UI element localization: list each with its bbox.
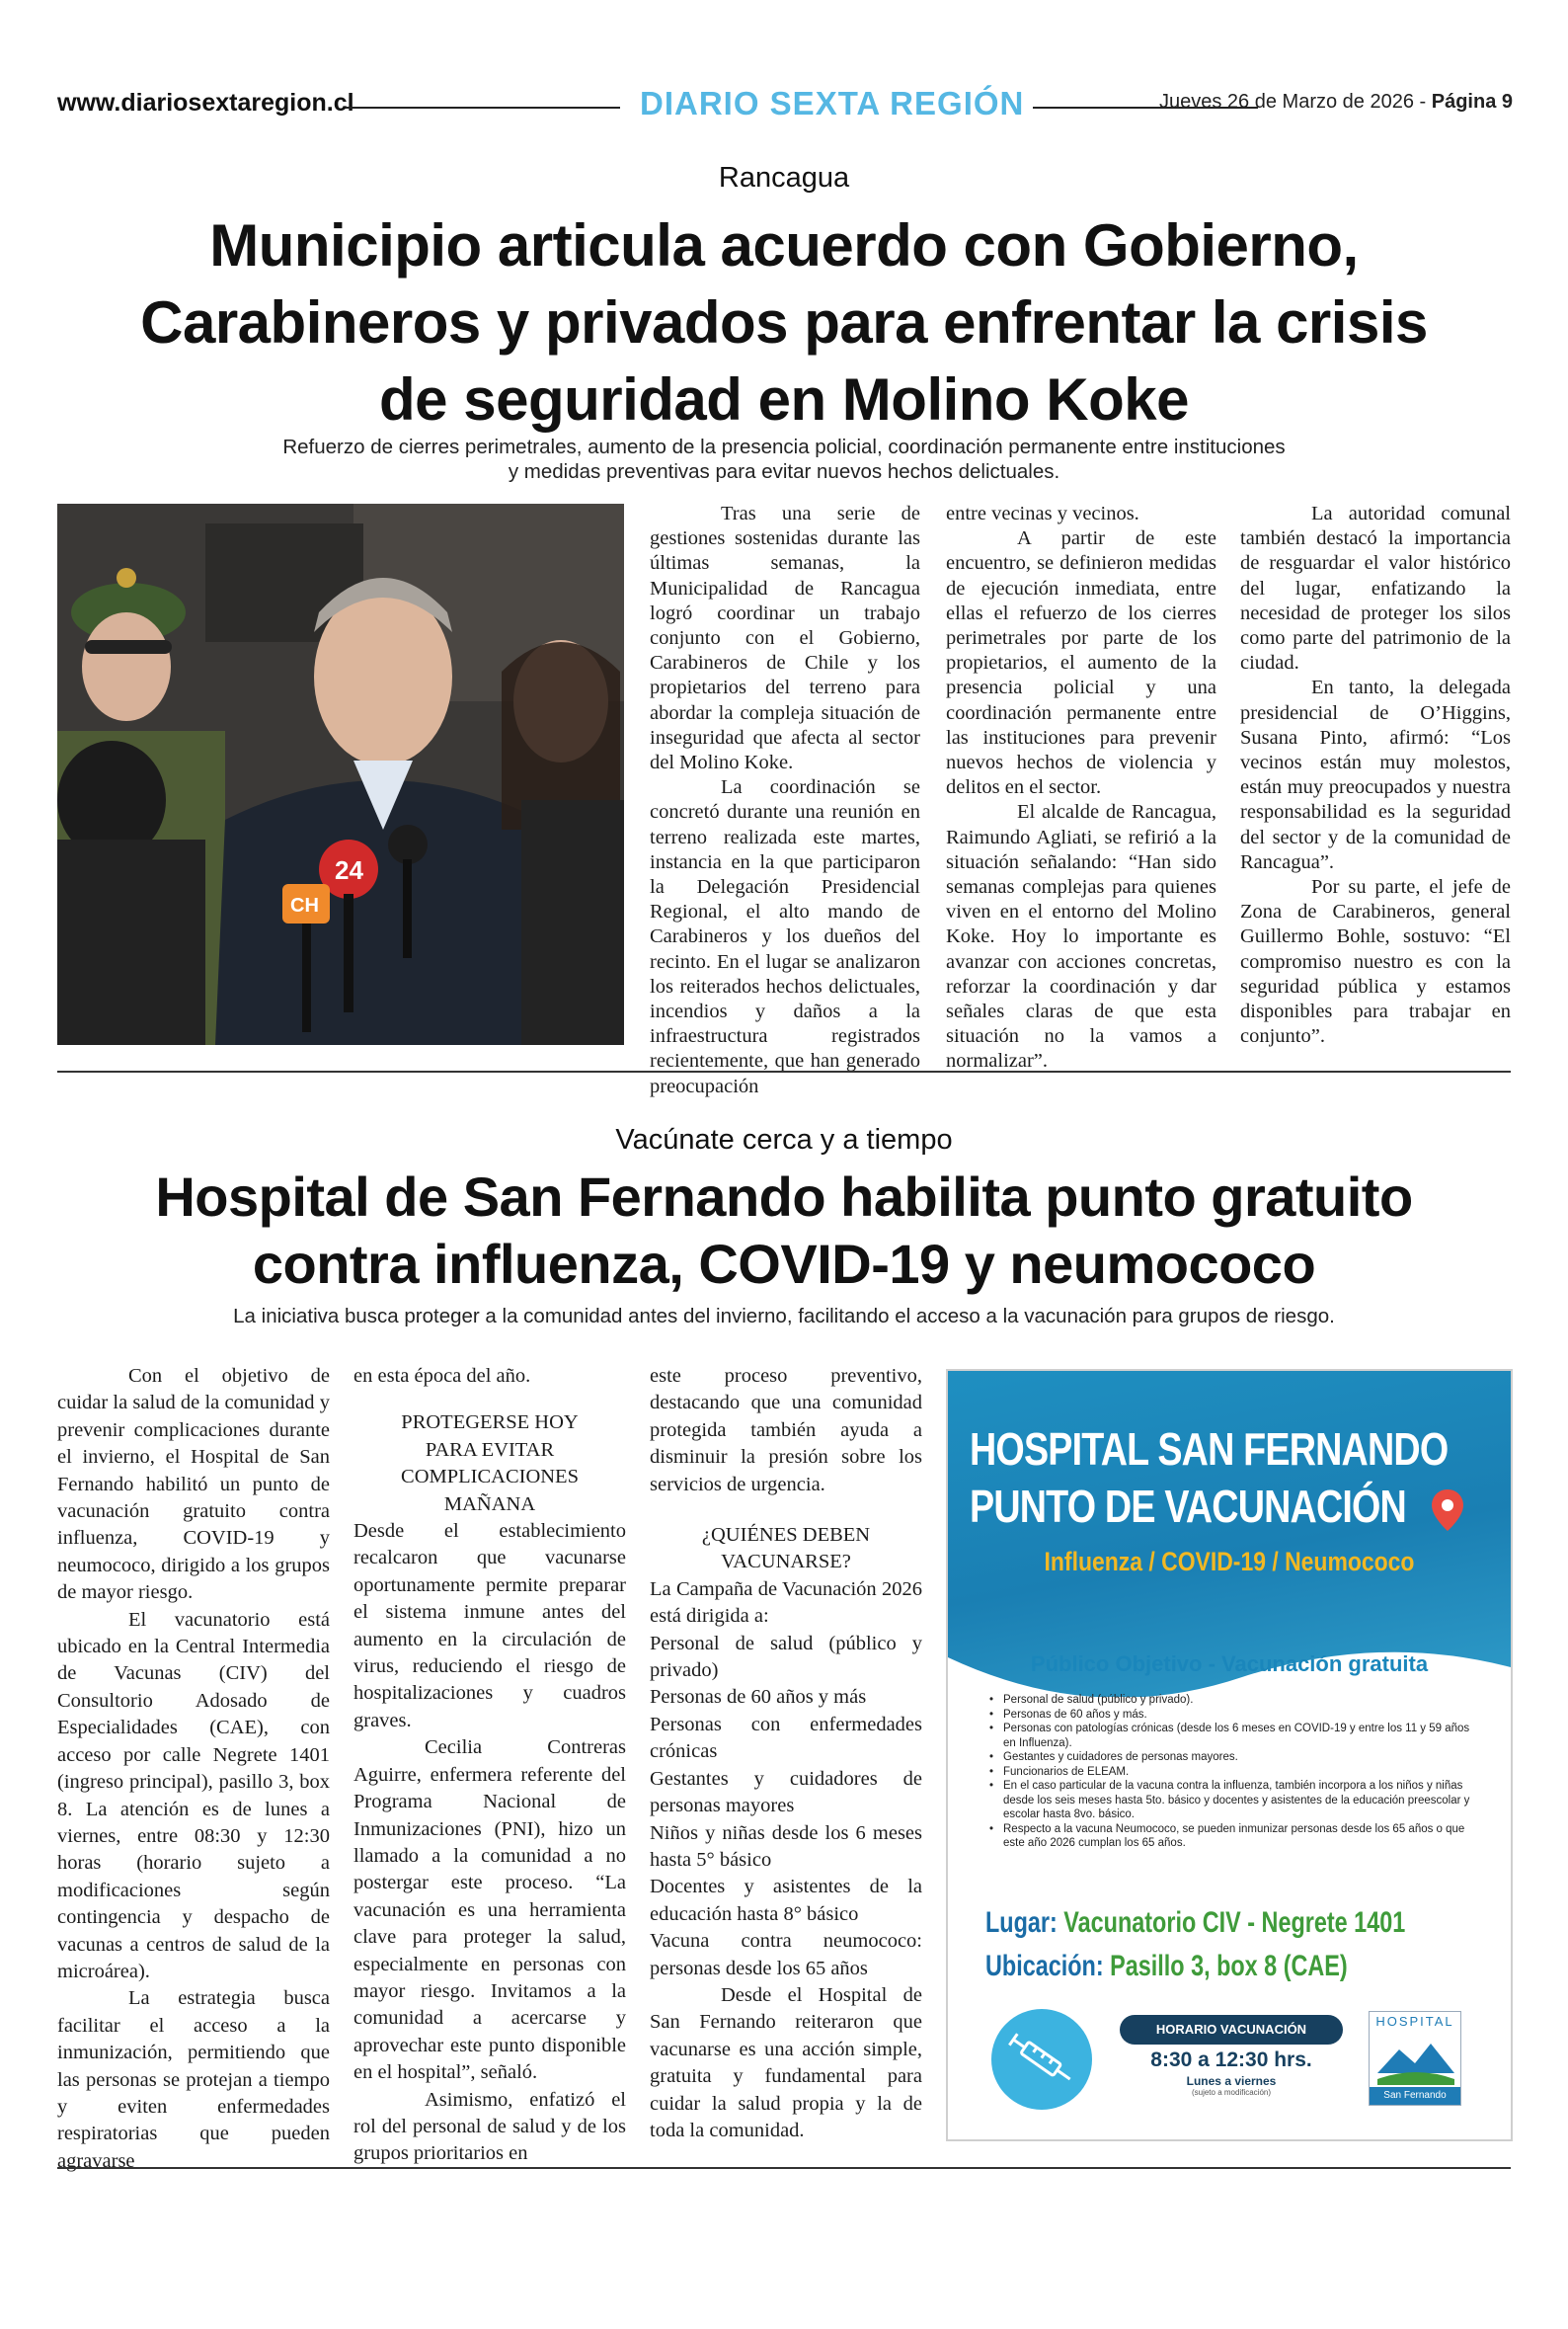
list-item: Vacuna contra neumococo: personas desde los 65 años [650,1930,922,1979]
syringe-icon [991,2009,1092,2110]
paragraph: entre vecinas y vecinos. [946,503,1139,524]
article2-headline-line: Hospital de San Fernando habilita punto gratuito [155,1165,1413,1228]
article2-subtitle: La iniciativa busca proteger a la comunidad antes del invierno, facilitando el acceso a la vacunación para grupos de riesgo. [233,1305,1335,1327]
list-item: • Gestantes y cuidadores de personas mayores. [989,1750,1483,1765]
article1-headline-line: Municipio articula acuerdo con Gobierno, [209,212,1359,279]
hours-value: 8:30 a 12:30 hrs. [1150,2048,1312,2071]
list-item: • Funcionarios de ELEAM. [989,1765,1483,1780]
mic-flag-24: 24 [335,855,363,885]
article1-kicker: Rancagua [718,162,850,194]
paragraph: Por su parte, el jefe de Zona de Carabineros, general Guillermo Bohle, sostuvo: “El compromiso nuestro es con la seguridad pública y estamos disponibles para trabajar en conjunto”. [1240,876,1511,1048]
newspaper-brand: DIARIO SEXTA REGIÓN [640,85,1025,121]
article1-headline-line: de seguridad en Molino Koke [379,366,1189,433]
paragraph: Tras una serie de gestiones sostenidas durante las últimas semanas, la Municipalidad de Rancagua logró coordinar un trabajo conjunto con el Gobierno, Carabineros de Chile y los propietarios del terreno para abordar la compleja situación de inseguridad que afecta al sector del Molino Koke. [650,503,920,774]
paragraph: El vacunatorio está ubicado en la Central Intermedia de Vacunas (CIV) del Consultorio Adosado de Especialidades (CAE), con acceso por calle Negrete 1401 (ingreso principal), pasillo 3, box 8. La atención es de lunes a viernes, entre 08:30 y 12:30 horas (horario sujeto a modificaciones según contingencia y despacho de vacunas a centros de salud de la microárea). [57,1608,330,1982]
list-item: • Personas con patologías crónicas (desde los 6 meses en COVID-19 y entre los 11 y 59 años en Influenza). [989,1722,1483,1750]
logo-title: HOSPITAL [1375,2014,1454,2029]
article2-headline-line: contra influenza, COVID-19 y neumococo [252,1233,1316,1295]
paragraph: Asimismo, enfatizó el rol del personal de salud y de los grupos prioritarios en [353,2088,626,2165]
days-note: (sujeto a modificación) [1191,2088,1272,2097]
poster-title-1: HOSPITAL SAN FERNANDO [970,1423,1449,1475]
issue-date [1159,91,1513,114]
list-item: • En el caso particular de la vacuna contra la influenza, también incorpora a los niños y niñas desde los seis meses hasta 5to. básico y docentes y asistentes de la educación preescolar y escolar hasta 8vo. básico. [989,1779,1483,1822]
ubication-value: Pasillo 3, box 8 (CAE) [1110,1950,1348,1982]
list-item: • Personas de 60 años y más. [989,1708,1483,1723]
location-pin-icon [1430,1487,1465,1533]
bottom-divider [57,2167,1511,2169]
list-item: Gestantes y cuidadores de personas mayores [650,1767,922,1817]
paragraph: Con el objetivo de cuidar la salud de la comunidad y prevenir complicaciones durante el invierno, el Hospital de San Fernando habilitó un punto de vacunación gratuito contra influenza, COVID-19 y neumococo, dirigido a los grupos de mayor riesgo. [57,1365,330,1604]
list-item: Personas con enfermedades crónicas [650,1713,922,1763]
list-item: • Personal de salud (público y privado). [989,1693,1483,1708]
logo-subtitle: San Fernando [1370,2087,1460,2105]
poster-public-title: Público Objetivo - Vacunación gratuita [1030,1651,1429,1676]
page-header [57,85,1513,124]
paragraph: En tanto, la delegada presidencial de O’Higgins, Susana Pinto, afirmó: “Los vecinos están muy molestos, están muy preocupados y nuestra responsabilidad es la seguridad del sector y de la comunidad de Rancagua”. [1240,677,1511,873]
poster-title-2: PUNTO DE VACUNACIÓN [970,1481,1406,1532]
vaccination-poster [946,1369,1513,2141]
paragraph: este proceso preventivo, destacando que una comunidad protegida también ayuda a disminuir la presión sobre los servicios de urgencia. [650,1365,922,1495]
article1-column-2 [946,502,1216,1075]
article1-column-1 [650,502,920,1099]
logo-mountains-icon [1370,2030,1462,2089]
article2-column-1 [57,1363,330,2175]
site-url[interactable]: www.diariosextaregion.cl [57,89,354,117]
hospital-logo [1369,2011,1461,2106]
paragraph: La autoridad comunal también destacó la importancia de resguardar el valor histórico del lugar, enfatizando la necesidad de proteger los silos como parte del patrimonio de la ciudad. [1240,503,1511,675]
article2-column-2 [353,1363,626,2168]
article1-subtitle-line: y medidas preventivas para evitar nuevos hechos delictuales. [508,460,1060,483]
list-item: Docentes y asistentes de la educación hasta 8° básico [650,1876,922,1925]
press-conference-illustration [57,504,624,1045]
section-heading: ¿QUIÉNES DEBEN VACUNARSE? [701,1524,871,1573]
paragraph: La Campaña de Vacunación 2026 está dirigida a: [650,1577,922,1628]
days-value: Lunes a viernes [1186,2074,1277,2088]
poster-ubication [985,1950,1348,1983]
poster-vaccines: Influenza / COVID-19 / Neumococo [1044,1547,1415,1576]
paragraph: Cecilia Contreras Aguirre, enfermera referente del Programa Nacional de Inmunizaciones (PNI), hizo un llamado a la comunidad a no postergar este proceso. “La vacunación es una herramienta clave para proteger la salud, especialmente en personas con mayor riesgo. Invitamos a la comunidad a acercarse y aprovechar este punto disponible en el hospital”, señaló. [353,1736,626,2084]
page-number: Página 9 [1431,91,1513,113]
article1-headline [59,207,1509,439]
paragraph: A partir de este encuentro, se definieron medidas de ejecución inmediata, entre ellas el refuerzo de los cierres perimetrales por parte de los propietarios, el aumento de la presencia policial y una coordinación permanente entre las instituciones para prevenir nuevos hechos de violencia y delitos en el sector. [946,527,1216,799]
list-item: • Respecto a la vacuna Neumococo, se pueden inmunizar personas desde los 65 años o que este año 2026 cumplan los 65 años. [989,1822,1483,1851]
paragraph: La estrategia busca facilitar el acceso a la inmunización, permitiendo que las personas se protejan a tiempo y eviten enfermedades respiratorias que pueden agravarse [57,1987,330,2172]
article1-subtitle [197,435,1371,484]
article1-photo [57,504,624,1045]
paragraph: La coordinación se concretó durante una reunión en terreno realizada este martes, instancia en la que participaron la Delegación Presidencial Regional, el alto mando de Carabineros y los dueños del recinto. En el lugar se analizaron los reiterados hechos delictuales, incendios y daños a la infraestructura registrados recientemente, que han generado preocupación [650,776,920,1097]
article1-headline-line: Carabineros y privados para enfrentar la crisis [140,289,1428,356]
hours-label: HORARIO VACUNACIÓN [1120,2015,1343,2045]
paragraph: en esta época del año. [353,1365,531,1387]
article2-column-3 [650,1363,922,2144]
article2-kicker: Vacúnate cerca y a tiempo [615,1124,953,1156]
date-text: Jueves 26 de Marzo de 2026 - [1159,91,1432,113]
paragraph: Desde el Hospital de San Fernando reiteraron que vacunarse es una acción simple, gratuita y fundamental para cuidar la salud propia y la de toda la comunidad. [650,1983,922,2141]
location-key: Lugar: [985,1906,1058,1939]
paragraph: El alcalde de Rancagua, Raimundo Agliati, se refirió a la situación señalando: “Han sido semanas complejas para quienes viven en el entorno del Molino Koke. Hoy lo importante es avanzar con acciones concretas, reforzar la coordinación y dar señales claras de que esta situación no la vamos a normalizar”. [946,801,1216,1073]
article1-column-3 [1240,502,1511,1049]
article-divider [57,1071,1511,1073]
ubication-key: Ubicación: [985,1950,1104,1982]
list-item: Personas de 60 años y más [650,1686,867,1709]
section-heading: PROTEGERSE HOY PARA EVITAR COMPLICACIONES MAÑANA [401,1411,579,1515]
poster-location [985,1906,1405,1940]
location-value: Vacunatorio CIV - Negrete 1401 [1063,1906,1406,1939]
paragraph: Desde el establecimiento recalcaron que vacunarse oportunamente permite preparar el sistema inmune antes del aumento en la circulación de virus, reduciendo el riesgo de hospitalizaciones y cuadros graves. [353,1520,626,1731]
list-item: Personal de salud (público y privado) [650,1632,922,1682]
mic-flag-ch: CH [290,895,319,917]
list-item: Niños y niñas desde los 6 meses hasta 5° básico [650,1821,922,1871]
poster-target-list [989,1693,1483,1851]
header-rule-left [346,107,620,109]
article1-subtitle-line: Refuerzo de cierres perimetrales, aumento de la presencia policial, coordinación permanente entre instituciones [282,436,1286,458]
article2-headline [59,1164,1509,1298]
